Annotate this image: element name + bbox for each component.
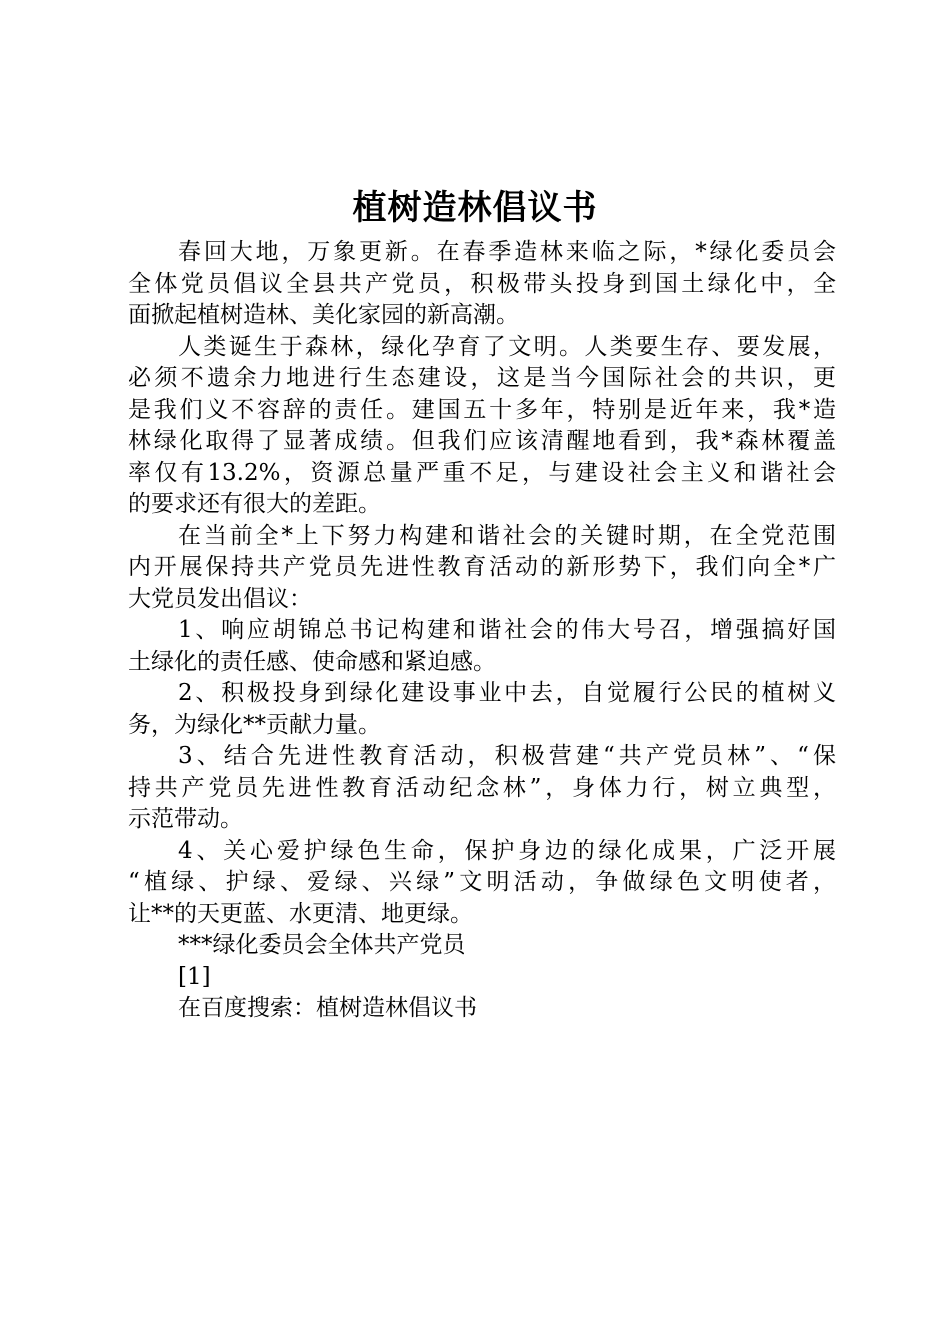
paragraph-line: 人类诞生于森林，绿化孕育了文明。人类要生存、要发展， xyxy=(178,333,836,360)
paragraph-line: 大党员发出倡议： xyxy=(128,585,312,612)
document-title: 植树造林倡议书 xyxy=(352,188,598,228)
paragraph-line: 务，为绿化**贡献力量。 xyxy=(128,711,381,738)
paragraph-line: 的要求还有很大的差距。 xyxy=(128,491,381,517)
paragraph-line: 率仅有13.2%，资源总量严重不足，与建设社会主义和谐社会 xyxy=(128,459,836,486)
paragraph-line: 内开展保持共产党员先进性教育活动的新形势下，我们向全*广 xyxy=(128,554,836,580)
paragraph-line: 是我们义不容辞的责任。建国五十多年，特别是近年来，我*造 xyxy=(128,396,836,423)
paragraph-line: “植绿、护绿、爱绿、兴绿”文明活动，争做绿色文明使者， xyxy=(128,869,836,895)
paragraph-line: 面掀起植树造林、美化家园的新高潮。 xyxy=(128,302,519,328)
paragraph-line: 1、响应胡锦总书记构建和谐社会的伟大号召，增强搞好国 xyxy=(178,617,836,643)
paragraph-line: 持共产党员先进性教育活动纪念林”，身体力行，树立典型， xyxy=(128,774,836,801)
paragraph-line: 示范带动。 xyxy=(128,806,243,832)
paragraph-line: 春回大地，万象更新。在春季造林来临之际，*绿化委员会 xyxy=(178,239,836,265)
paragraph-line: 让**的天更蓝、水更清、地更绿。 xyxy=(128,900,473,927)
paragraph-line: 土绿化的责任感、使命感和紧迫感。 xyxy=(128,648,496,675)
signature-line: ***绿化委员会全体共产党员 xyxy=(178,932,466,958)
paragraph-line: 在当前全*上下努力构建和谐社会的关键时期，在全党范围 xyxy=(178,522,836,549)
paragraph-line: 全体党员倡议全县共产党员，积极带头投身到国土绿化中，全 xyxy=(128,270,836,297)
paragraph-line: 4、关心爱护绿色生命，保护身边的绿化成果，广泛开展 xyxy=(178,837,836,864)
footnote-marker: [1] xyxy=(178,963,211,990)
paragraph-line: 必须不遗余力地进行生态建设，这是当今国际社会的共识，更 xyxy=(128,365,836,391)
paragraph-line: 林绿化取得了显著成绩。但我们应该清醒地看到，我*森林覆盖 xyxy=(128,428,836,454)
search-hint-line: 在百度搜索：植树造林倡议书 xyxy=(178,995,477,1021)
document-body xyxy=(128,237,836,1025)
paragraph-line: 2、积极投身到绿化建设事业中去，自觉履行公民的植树义 xyxy=(178,680,836,706)
paragraph-line: 3、结合先进性教育活动，积极营建“共产党员林”、“保 xyxy=(178,743,836,769)
